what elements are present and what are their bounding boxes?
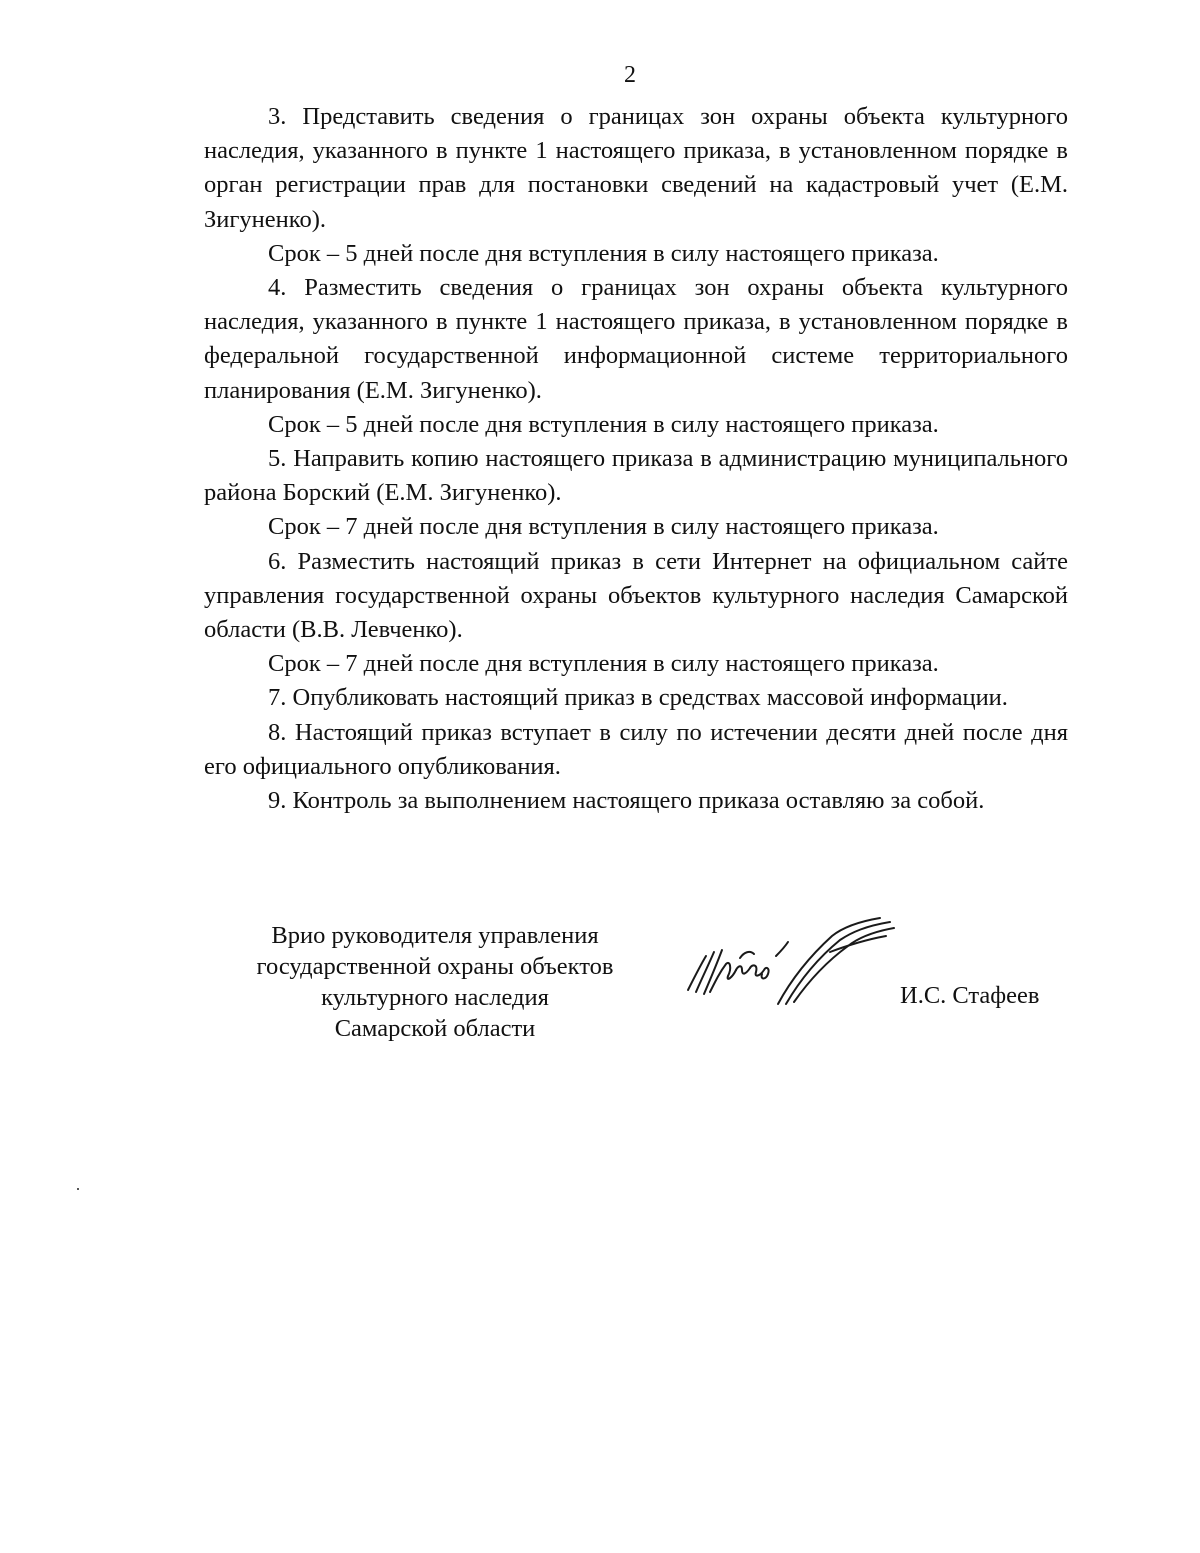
paragraph-item-7: 7. Опубликовать настоящий приказ в средствах массовой информации. (268, 684, 1008, 712)
paragraph-item-9: 9. Контроль за выполнением настоящего приказа оставляю за собой. (268, 787, 985, 815)
paragraph-item-4: 4. Разместить сведения о границах зон охраны объекта культурного наследия, указанного в пункте 1 настоящего приказа, в установленном порядке в федеральной государственной информационной системе территориального планирования (Е.М. Зигуненко). (204, 274, 1068, 404)
paragraph-item-6: 6. Разместить настоящий приказ в сети Интернет на официальном сайте управления государственной охраны объектов культурного наследия Самарской области (В.В. Левченко). (204, 547, 1068, 644)
deadline-item-3: Срок – 5 дней после дня вступления в силу настоящего приказа. (268, 239, 939, 267)
signatory-position-line: Врио руководителя управления (271, 922, 599, 949)
paragraph-item-3: 3. Представить сведения о границах зон охраны объекта культурного наследия, указанного в пункте 1 настоящего приказа, в установленном порядке в орган регистрации прав для постановки сведений на кадастровый учет (Е.М. Зигуненко). (204, 103, 1068, 233)
document-body (204, 100, 1068, 818)
deadline-item-6: Срок – 7 дней после дня вступления в силу настоящего приказа. (268, 650, 939, 678)
deadline-item-4: Срок – 5 дней после дня вступления в силу настоящего приказа. (268, 410, 939, 438)
signatory-position-line: государственной охраны объектов (256, 953, 614, 980)
deadline-item-5: Срок – 7 дней после дня вступления в силу настоящего приказа. (268, 513, 939, 541)
page-number: 2 (624, 62, 636, 88)
signatory-position (230, 920, 640, 1044)
scan-speck (77, 1188, 79, 1190)
paragraph-item-5: 5. Направить копию настоящего приказа в администрацию муниципального района Борский (Е.М. Зигуненко). (204, 445, 1068, 507)
signatory-position-line: Самарской области (334, 1015, 536, 1042)
handwritten-signature (680, 912, 900, 1022)
signatory-position-line: культурного наследия (321, 984, 549, 1011)
paragraph-item-8: 8. Настоящий приказ вступает в силу по истечении десяти дней после дня его официального опубликования. (204, 718, 1068, 780)
signatory-name: И.С. Стафеев (900, 982, 1040, 1009)
